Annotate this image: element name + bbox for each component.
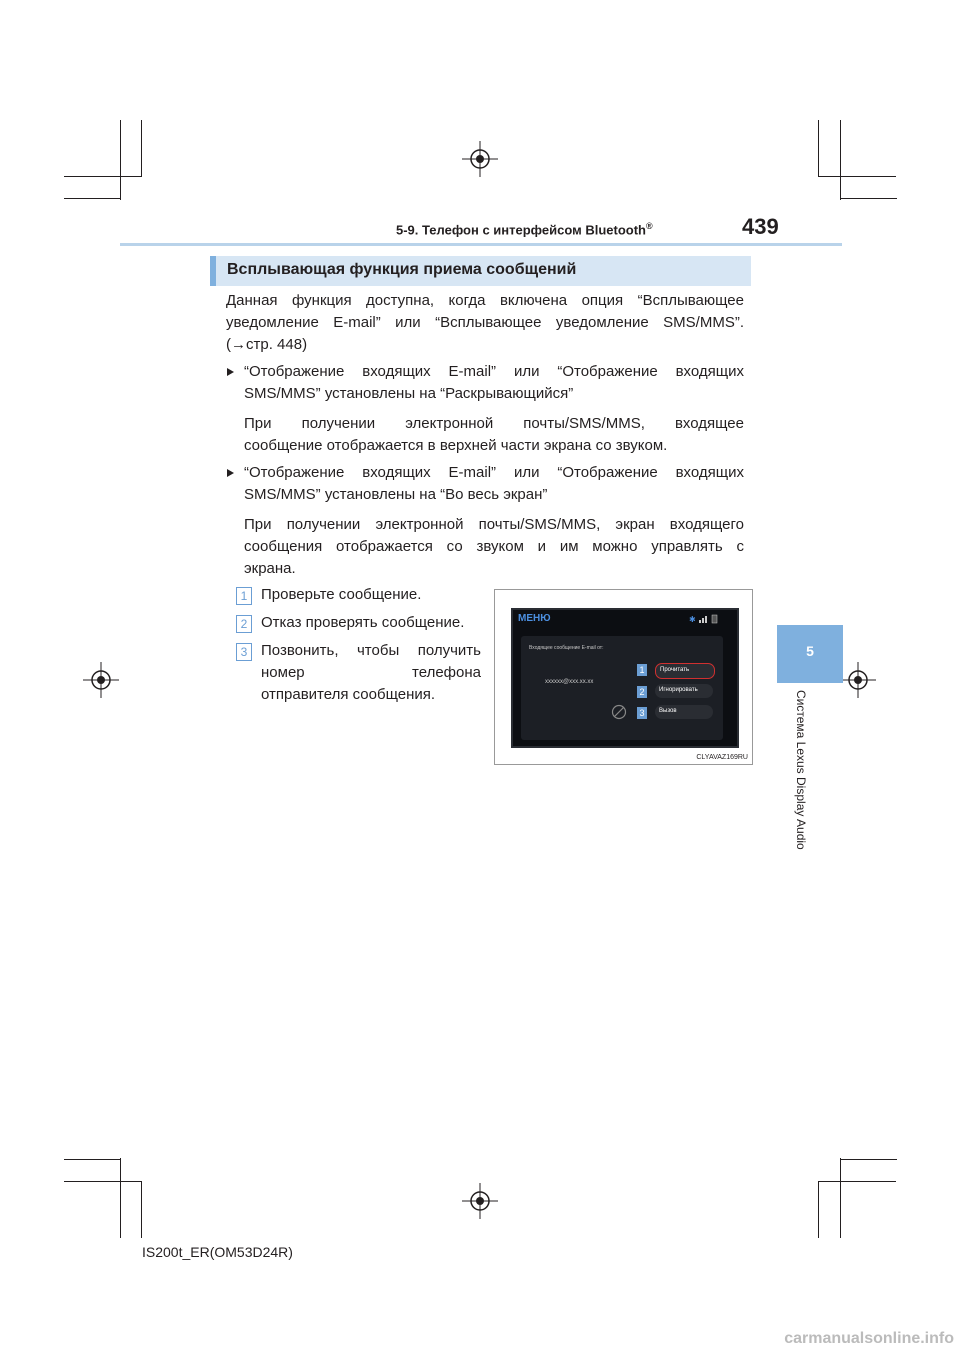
registration-target-icon xyxy=(83,662,119,698)
item-number-badge: 2 xyxy=(236,615,252,633)
status-icons xyxy=(689,614,733,624)
chapter-header: 5-9. Телефон с интерфейсом Bluetooth® xyxy=(396,221,653,238)
crop-mark xyxy=(64,1159,121,1160)
crop-mark xyxy=(840,1159,897,1160)
bullet-title: “Отображение входящих E-mail” или “Отображение входящих SMS/MMS” установлены на “Раскрывающийся” xyxy=(244,363,744,402)
svg-text:✱: ✱ xyxy=(689,615,696,624)
crop-mark xyxy=(840,120,841,200)
crop-mark xyxy=(120,120,121,200)
crop-mark xyxy=(141,120,142,176)
bullet-arrow-icon xyxy=(227,368,234,376)
ignore-button[interactable]: Игнорировать xyxy=(655,684,713,698)
sender-address: xxxxxx@xxx.xx.xx xyxy=(545,679,594,685)
crop-mark xyxy=(840,1158,841,1238)
bullet-title: “Отображение входящих E-mail” или “Отображение входящих SMS/MMS” установлены на “Во весь экран” xyxy=(244,464,744,503)
list-item: Позвонить, чтобы получить номер телефона отправителя сообщения. xyxy=(261,642,481,703)
intro-paragraph: Данная функция доступна, когда включена опция “Всплывающее уведомление E-mail” или “Всплывающее уведомление SMS/MMS”. (→стр. 448) xyxy=(226,292,744,353)
page-number: 439 xyxy=(742,214,779,239)
crop-mark xyxy=(64,198,121,199)
display-screen xyxy=(511,608,739,748)
bullet-body: При получении электронной почты/SMS/MMS, экран входящего сообщения отображается со звуком и им можно управлять с экрана. xyxy=(244,516,744,577)
section-title-text: Всплывающая функция приема сообщений xyxy=(227,261,577,278)
call-button[interactable]: Вызов xyxy=(655,705,713,719)
crop-mark xyxy=(818,1181,896,1182)
document-code: IS200t_ER(OM53D24R) xyxy=(142,1244,293,1260)
list-item: Проверьте сообщение. xyxy=(261,586,422,603)
read-button[interactable]: Прочитать xyxy=(655,663,715,679)
item-number-badge: 1 xyxy=(236,587,252,605)
header-rule xyxy=(120,243,842,246)
chapter-tab: 5 xyxy=(777,625,843,683)
crop-mark xyxy=(818,1182,819,1238)
registration-target-icon xyxy=(462,1183,498,1219)
message-popup xyxy=(521,636,723,740)
item-number-badge: 3 xyxy=(236,643,252,661)
crop-mark xyxy=(818,120,819,176)
callout-number: 2 xyxy=(637,686,647,698)
list-item: Отказ проверять сообщение. xyxy=(261,614,465,631)
registration-target-icon xyxy=(462,141,498,177)
menu-label: МЕНЮ xyxy=(518,613,551,624)
crop-mark xyxy=(64,176,142,177)
bullet-arrow-icon xyxy=(227,469,234,477)
chapter-side-label: Система Lexus Display Audio xyxy=(794,690,808,850)
popup-heading: Входящее сообщение E-mail от: xyxy=(529,645,604,651)
registration-target-icon xyxy=(840,662,876,698)
crop-mark xyxy=(64,1181,142,1182)
crop-mark xyxy=(120,1158,121,1238)
watermark: carmanualsonline.info xyxy=(784,1330,954,1347)
bullet-body: При получении электронной почты/SMS/MMS, входящее сообщение отображается в верхней части экрана со звуком. xyxy=(244,415,744,454)
crop-mark xyxy=(840,198,897,199)
section-title xyxy=(210,256,751,286)
no-entry-icon xyxy=(611,704,627,720)
figure-caption: CLYAVAZ169RU xyxy=(696,754,748,761)
callout-number: 1 xyxy=(637,664,647,676)
screen-illustration xyxy=(494,589,753,765)
callout-number: 3 xyxy=(637,707,647,719)
crop-mark xyxy=(141,1182,142,1238)
crop-mark xyxy=(818,176,896,177)
